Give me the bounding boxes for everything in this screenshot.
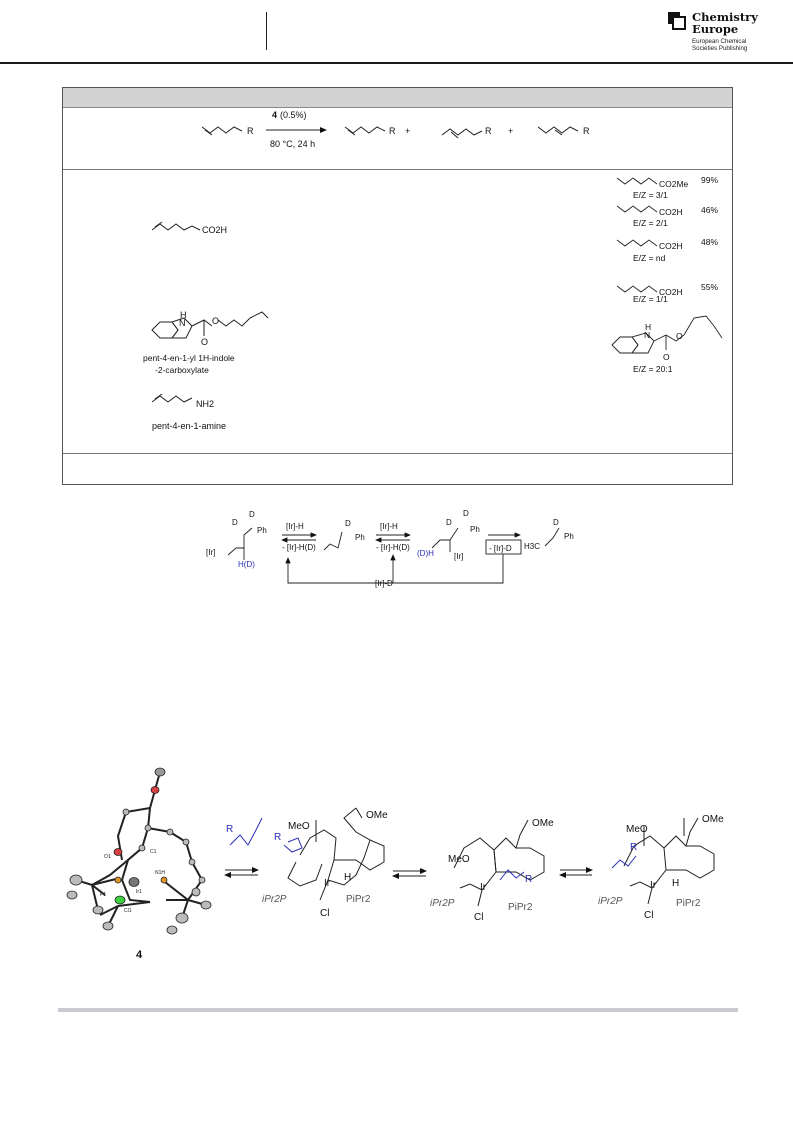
complex-b-pipr2: PiPr2 xyxy=(508,902,533,913)
mech-d2: D xyxy=(232,518,238,527)
incoming-alkene xyxy=(230,818,262,845)
complex-b-ir: Ir xyxy=(480,882,487,893)
complex-c-pipr2: PiPr2 xyxy=(676,898,701,909)
product2-yield: 46% xyxy=(701,205,719,215)
mech-d1: D xyxy=(249,510,255,519)
ortep-cl1: Cl1 xyxy=(124,908,132,914)
complex-a-r: R xyxy=(274,832,282,843)
ortep-c1: C1 xyxy=(150,849,157,855)
complex-b-r: R xyxy=(525,874,533,885)
complex-a-meo: MeO xyxy=(288,821,310,832)
mech-ird-box: - [Ir]-D xyxy=(489,544,512,553)
mech-d3: D xyxy=(345,519,351,528)
amine-name: pent-4-en-1-amine xyxy=(152,421,227,431)
complex-c-alkene xyxy=(612,856,636,868)
mech-styrene-skeleton xyxy=(324,532,342,550)
mech-sub3-skeleton xyxy=(432,528,458,548)
product-row1-chain xyxy=(617,178,657,184)
product5-o-carbonyl: O xyxy=(663,352,670,362)
plus-1: + xyxy=(405,126,411,136)
complex-c-meo: MeO xyxy=(626,824,648,835)
indole-o-carbonyl: O xyxy=(201,337,209,347)
complex-b-ipr2p: iPr2P xyxy=(430,898,455,909)
product4-ratio: E/Z = 1/1 xyxy=(633,294,668,304)
mech-ph2: Ph xyxy=(355,533,365,542)
complex-b-cl: Cl xyxy=(474,912,484,923)
product1-yield: 99% xyxy=(701,175,719,185)
complex-a-h: H xyxy=(344,872,352,883)
mech-ir3: [Ir] xyxy=(454,552,464,561)
product1-group: CO2Me xyxy=(659,179,689,189)
product-alkenyl xyxy=(684,316,722,338)
product3-yield: 48% xyxy=(701,237,719,247)
product5-o-ester: O xyxy=(676,331,683,341)
product2-ratio: E/Z = 2/1 xyxy=(633,218,668,228)
mech-irhd-1: - [Ir]-H(D) xyxy=(282,543,316,552)
mech-ph1: Ph xyxy=(257,526,267,535)
logo-line1: Chemistry xyxy=(692,10,758,24)
ortep-p1: P1 xyxy=(100,892,107,898)
catalyst-loading: (0.5%) xyxy=(280,110,307,120)
mech-irh-2: [Ir]-H xyxy=(380,522,398,531)
complex-a-ipr2p: iPr2P xyxy=(262,894,287,905)
catalyst-number: 4 xyxy=(272,110,278,120)
reaction-conditions: 80 °C, 24 h xyxy=(270,139,316,149)
logo-sub2: Societies Publishing xyxy=(692,45,748,53)
mech-ph4: Ph xyxy=(564,532,574,541)
logo-sub1: European Chemical xyxy=(692,38,747,45)
mech-d6: D xyxy=(553,518,559,527)
mech-dh-label: (D)H xyxy=(417,549,434,558)
product1-r: R xyxy=(389,126,396,136)
ortep-ir1: Ir1 xyxy=(136,889,142,895)
product1-ratio: E/Z = 3/1 xyxy=(633,190,668,200)
bottom-rule xyxy=(58,1008,738,1012)
complex-a-ome: OMe xyxy=(366,810,388,821)
mech-d5: D xyxy=(446,518,452,527)
mech-ir1: [Ir] xyxy=(206,548,216,557)
acid-chain xyxy=(152,224,200,230)
product5-ratio: E/Z = 20:1 xyxy=(633,364,673,374)
product-row3-chain xyxy=(617,240,657,246)
mech-ph3: Ph xyxy=(470,525,480,534)
product3-group: CO2H xyxy=(659,241,683,251)
indole-ester-link xyxy=(192,320,212,326)
ortep-n1h: N1H xyxy=(155,870,166,876)
mech-ird-return: [Ir]-D xyxy=(375,579,393,588)
complex-b-ome: OMe xyxy=(532,818,554,829)
complex-c-cl: Cl xyxy=(644,910,654,921)
product2-chain xyxy=(442,129,482,135)
indole-name-line1: pent-4-en-1-yl 1H-indole xyxy=(143,353,235,363)
logo-line2: Europe xyxy=(692,22,739,36)
indole-pentenyl xyxy=(218,312,268,326)
complex-c xyxy=(598,814,724,921)
product3-ratio: E/Z = nd xyxy=(633,253,666,263)
complex-a-alkene xyxy=(284,838,302,852)
complex-c-h: H xyxy=(672,878,680,889)
product-indole-pyrrole xyxy=(632,333,654,353)
product4-yield: 55% xyxy=(701,282,719,292)
substrate-r: R xyxy=(247,126,254,136)
complex-c-ome: OMe xyxy=(702,814,724,825)
mech-irhd-2: - [Ir]-H(D) xyxy=(376,543,410,552)
mech-product-skeleton xyxy=(545,528,559,546)
complex-c-ipr2p: iPr2P xyxy=(598,896,623,907)
incoming-r: R xyxy=(226,824,234,835)
product-row4-chain xyxy=(617,286,657,292)
product5-nh: H xyxy=(645,322,652,332)
mech-hd-label: H(D) xyxy=(238,560,255,569)
amine-label: NH2 xyxy=(196,399,215,409)
acid-label: CO2H xyxy=(202,225,228,235)
ortep-structure xyxy=(67,768,211,961)
product3-r: R xyxy=(583,126,590,136)
complex-b xyxy=(430,818,554,923)
mech-return-path xyxy=(288,554,503,583)
product2-r: R xyxy=(485,126,492,136)
product-row2-chain xyxy=(617,206,657,212)
complex-a-ir: Ir xyxy=(324,878,331,889)
indole-n-label: N xyxy=(179,318,186,328)
complex-b-meo: MeO xyxy=(448,854,470,865)
complex-label: 4 xyxy=(136,949,143,961)
mech-h3c: H3C xyxy=(524,542,541,551)
mech-sub1-skeleton xyxy=(228,528,252,555)
complex-c-ir: Ir xyxy=(650,880,657,891)
indole-name-line2: -2-carboxylate xyxy=(155,365,209,375)
ortep-o1: O1 xyxy=(104,854,111,860)
complex-a xyxy=(262,808,388,919)
product4-group: CO2H xyxy=(659,287,683,297)
indole-o-ester: O xyxy=(212,316,220,326)
mech-d4: D xyxy=(463,509,469,518)
product2-group: CO2H xyxy=(659,207,683,217)
complex-a-cl: Cl xyxy=(320,908,330,919)
plus-2: + xyxy=(508,126,514,136)
indole-nh-label: H xyxy=(180,310,187,320)
product5-n: N xyxy=(644,330,651,340)
complex-a-pipr2: PiPr2 xyxy=(346,894,371,905)
mech-irh-1: [Ir]-H xyxy=(286,522,304,531)
complex-c-r: R xyxy=(630,842,638,853)
